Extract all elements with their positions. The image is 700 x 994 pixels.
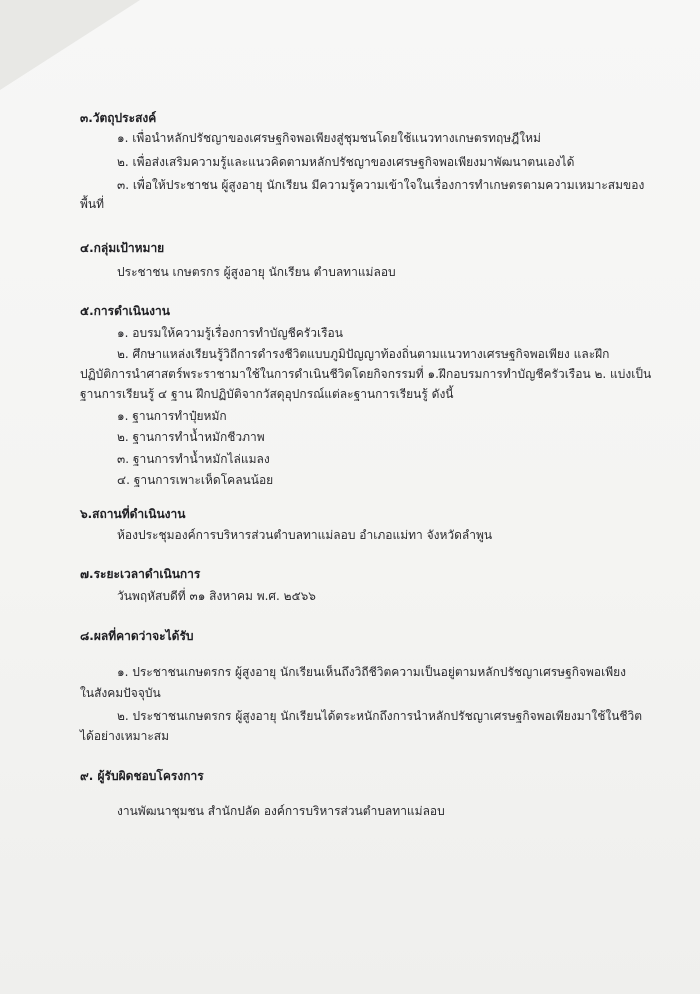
learning-base-1: ๑. ฐานการทำปุ๋ยหมัก (117, 409, 227, 423)
heading-target-group: ๔.กลุ่มเป้าหมาย (80, 241, 165, 255)
heading-duration: ๗.ระยะเวลาดำเนินการ (80, 567, 201, 581)
responsible-text: งานพัฒนาชุมชน สำนักปลัด องค์การบริหารส่วนตำบลทาแม่ลอบ (117, 804, 445, 818)
objective-item-3: ๓. เพื่อให้ประชาชน ผู้สูงอายุ นักเรียน มีความรู้ความเข้าใจในเรื่องการทำเกษตรตามความเหมาะสมของ (117, 178, 645, 192)
duration-text: วันพฤหัสบดีที่ ๓๑ สิงหาคม พ.ศ. ๒๕๖๖ (117, 589, 316, 603)
objective-item-3-continuation: พื้นที่ (80, 197, 105, 211)
objective-item-1: ๑. เพื่อนำหลักปรัชญาของเศรษฐกิจพอเพียงสู่ชุมชนโดยใช้แนวทางเกษตรทฤษฎีใหม่ (117, 131, 541, 145)
result-item-2-line-1: ๒. ประชาชนเกษตรกร ผู้สูงอายุ นักเรียนได้ตระหนักถึงการนำหลักปรัชญาเศรษฐกิจพอเพียงมาใช้ในชีวิต (117, 709, 643, 723)
result-item-1-line-1: ๑. ประชาชนเกษตรกร ผู้สูงอายุ นักเรียนเห็นถึงวิถีชีวิตความเป็นอยู่ตามหลักปรัชญาเศรษฐกิจพอเพียง (117, 665, 627, 679)
heading-operation: ๕.การดำเนินงาน (80, 304, 170, 318)
objective-item-2: ๒. เพื่อส่งเสริมความรู้และแนวคิดตามหลักปรัชญาของเศรษฐกิจพอเพียงมาพัฒนาตนเองได้ (117, 155, 575, 169)
operation-item-1: ๑. อบรมให้ความรู้เรื่องการทำบัญชีครัวเรือน (117, 326, 343, 340)
operation-item-2-line-2: ปฏิบัติการนำศาสตร์พระราชามาใช้ในการดำเนินชีวิตโดยกิจกรรมที่ ๑.ฝึกอบรมการทำบัญชีครัวเรือน ๒. แบ่งเป็น (80, 367, 652, 381)
learning-base-2: ๒. ฐานการทำน้ำหมักชีวภาพ (117, 430, 265, 444)
target-group-text: ประชาชน เกษตรกร ผู้สูงอายุ นักเรียน ตำบลทาแม่ลอบ (117, 265, 396, 279)
heading-objectives: ๓.วัตถุประสงค์ (80, 111, 157, 125)
result-item-1-line-2: ในสังคมปัจจุบัน (80, 686, 161, 700)
venue-text: ห้องประชุมองค์การบริหารส่วนตำบลทาแม่ลอบ อำเภอแม่ทา จังหวัดลำพูน (117, 528, 493, 542)
heading-venue: ๖.สถานที่ดำเนินงาน (80, 507, 186, 521)
result-item-2-line-2: ได้อย่างเหมาะสม (80, 729, 170, 743)
operation-item-2-line-1: ๒. ศึกษาแหล่งเรียนรู้วิถีการดำรงชีวิตแบบภูมิปัญญาท้องถิ่นตามแนวทางเศรษฐกิจพอเพียง และฝึก (117, 347, 610, 361)
learning-base-4: ๔. ฐานการเพาะเห็ดโคลนน้อย (117, 473, 274, 487)
operation-item-2-line-3: ฐานการเรียนรู้ ๔ ฐาน ฝึกปฏิบัติจากวัสดุอุปกรณ์แต่ละฐานการเรียนรู้ ดังนี้ (80, 387, 454, 401)
heading-responsible: ๙. ผู้รับผิดชอบโครงการ (80, 769, 204, 783)
learning-base-3: ๓. ฐานการทำน้ำหมักไล่แมลง (117, 452, 270, 466)
heading-expected-results: ๘.ผลที่คาดว่าจะได้รับ (80, 629, 194, 643)
